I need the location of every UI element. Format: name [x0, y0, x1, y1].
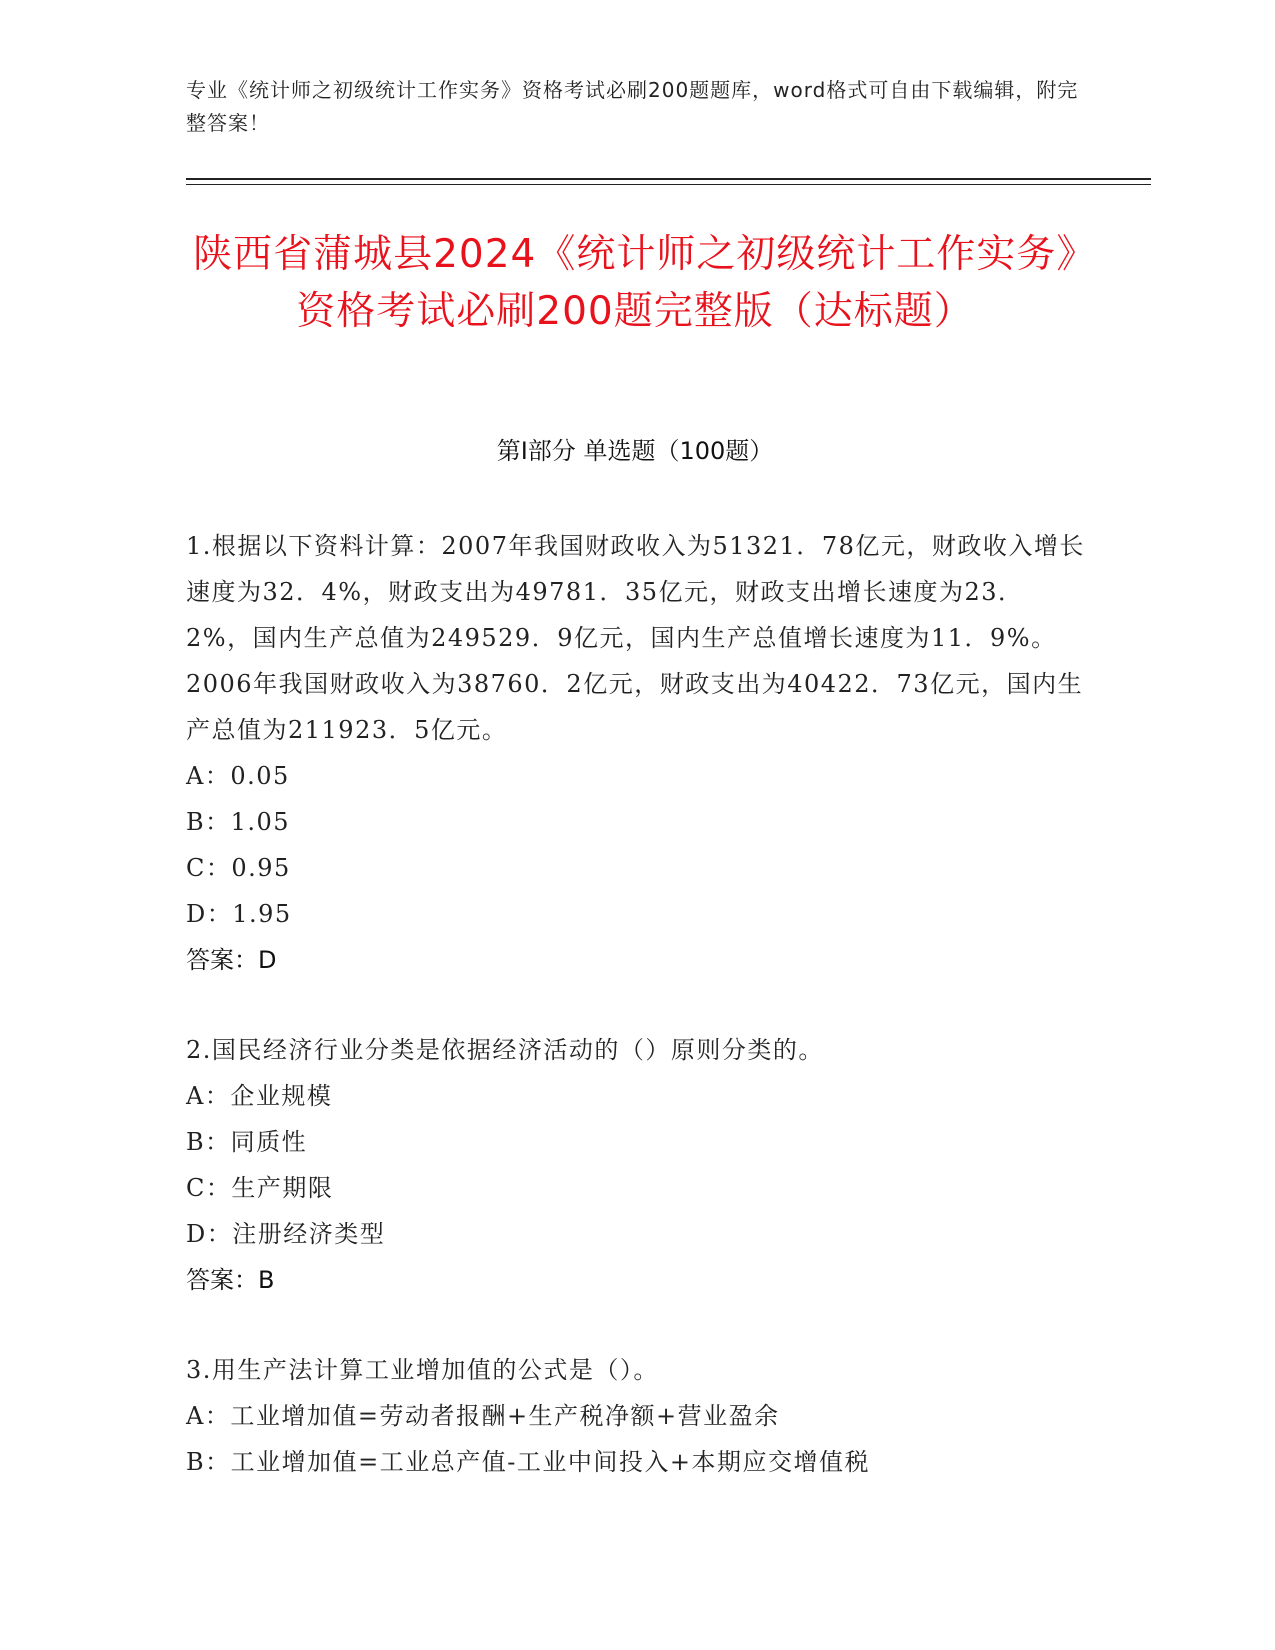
question-stem: 3.用生产法计算工业增加值的公式是（）。 — [186, 1356, 659, 1384]
question-spacer — [186, 983, 1086, 1027]
option-a: A：0.05 — [186, 762, 290, 790]
question-spacer — [186, 1303, 1086, 1347]
question-list — [186, 523, 1086, 1485]
question-3 — [186, 1347, 1086, 1485]
document-title: 陕西省蒲城县2024《统计师之初级统计工作实务》资格考试必刷200题完整版（达标题） — [193, 232, 1077, 334]
option-b: B：同质性 — [186, 1128, 308, 1156]
question-stem: 2.国民经济行业分类是依据经济活动的（）原则分类的。 — [186, 1036, 824, 1064]
question-2 — [186, 1027, 1086, 1303]
answer-line: 答案：D — [186, 946, 277, 974]
option-a: A：企业规模 — [186, 1082, 333, 1110]
answer-line: 答案：B — [186, 1266, 275, 1294]
header-divider-thin — [186, 184, 1151, 185]
option-a: A：工业增加值=劳动者报酬+生产税净额+营业盈余 — [186, 1402, 780, 1430]
question-1 — [186, 523, 1086, 983]
question-stem: 1.根据以下资料计算：2007年我国财政收入为51321．78亿元，财政收入增长速度为32．4%，财政支出为49781．35亿元，财政支出增长速度为23．2%，国内生产总值为249529．9亿元，国内生产总值增长速度为11．9%。2006年我国财政收入为38760．2亿元，财政支出为40422．73亿元，国内生产总值为211923．5亿元。 — [186, 532, 1085, 744]
option-b: B：工业增加值=工业总产值-工业中间投入+本期应交增值税 — [186, 1448, 870, 1476]
option-c: C：生产期限 — [186, 1174, 334, 1202]
header-divider-thick — [186, 178, 1151, 180]
section-heading: 第I部分 单选题（100题） — [496, 437, 774, 465]
option-d: D：1.95 — [186, 900, 292, 928]
option-c: C：0.95 — [186, 854, 291, 882]
option-b: B：1.05 — [186, 808, 291, 836]
header-note: 专业《统计师之初级统计工作实务》资格考试必刷200题题库，word格式可自由下载编辑，附完整答案！ — [186, 78, 1079, 135]
option-d: D：注册经济类型 — [186, 1220, 386, 1248]
